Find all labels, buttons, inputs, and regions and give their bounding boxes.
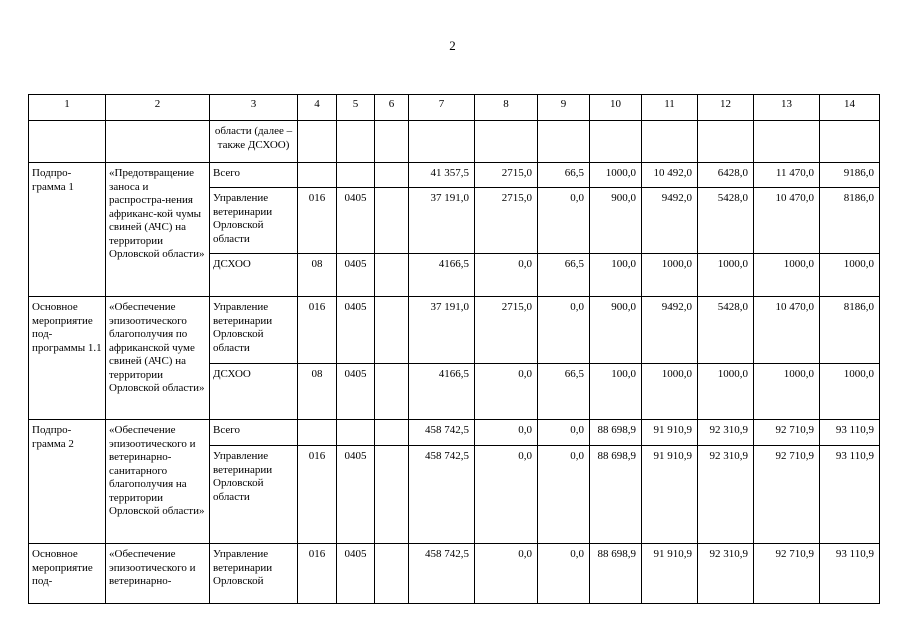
value-cell: 0,0 (475, 364, 538, 420)
code-cell: 08 (298, 364, 337, 420)
header-row (29, 95, 880, 121)
value-cell: 1000,0 (754, 364, 820, 420)
value-cell (375, 446, 409, 544)
value-cell: 9186,0 (820, 163, 880, 188)
value-cell: 100,0 (590, 254, 642, 297)
value-cell: 4166,5 (409, 254, 475, 297)
program-name-cell: Подпро-грамма 1 (29, 163, 106, 297)
executor-cell: Всего (210, 163, 298, 188)
header-cell: 10 (590, 95, 642, 121)
code-cell (337, 420, 375, 446)
value-cell: 0,0 (538, 420, 590, 446)
value-cell: 6428,0 (698, 163, 754, 188)
value-cell: 0,0 (475, 544, 538, 604)
value-cell: 900,0 (590, 297, 642, 364)
table-cell (337, 121, 375, 163)
value-cell (375, 544, 409, 604)
header-cell: 6 (375, 95, 409, 121)
value-cell (375, 364, 409, 420)
value-cell: 88 698,9 (590, 446, 642, 544)
value-cell: 66,5 (538, 163, 590, 188)
value-cell: 900,0 (590, 188, 642, 254)
value-cell: 2715,0 (475, 188, 538, 254)
code-cell (298, 163, 337, 188)
value-cell: 0,0 (538, 188, 590, 254)
value-cell: 1000,0 (642, 254, 698, 297)
program-title-cell: «Предотвращение заноса и распростра-нения африканс-кой чумы свиней (АЧС) на территории Орловской области» (106, 163, 210, 297)
value-cell: 2715,0 (475, 297, 538, 364)
value-cell: 37 191,0 (409, 188, 475, 254)
value-cell: 1000,0 (698, 364, 754, 420)
value-cell: 1000,0 (820, 254, 880, 297)
table-cell (590, 121, 642, 163)
executor-cell: ДСХОО (210, 254, 298, 297)
value-cell: 0,0 (475, 446, 538, 544)
table-cell (698, 121, 754, 163)
value-cell: 92 310,9 (698, 446, 754, 544)
value-cell: 92 710,9 (754, 544, 820, 604)
program-title-cell: «Обеспечение эпизоотического благополучия по африканской чуме свиней (АЧС) на территории Орловской области» (106, 297, 210, 420)
value-cell: 66,5 (538, 364, 590, 420)
value-cell: 88 698,9 (590, 544, 642, 604)
value-cell: 100,0 (590, 364, 642, 420)
code-cell: 08 (298, 254, 337, 297)
header-cell: 13 (754, 95, 820, 121)
value-cell: 8186,0 (820, 188, 880, 254)
executor-cell: Всего (210, 420, 298, 446)
executor-cell: Управление ветеринарии Орловской области (210, 297, 298, 364)
value-cell: 10 492,0 (642, 163, 698, 188)
executor-cell: Управление ветеринарии Орловской области (210, 446, 298, 544)
table-row (29, 163, 880, 188)
header-cell: 4 (298, 95, 337, 121)
header-cell: 14 (820, 95, 880, 121)
table-cell (475, 121, 538, 163)
table-cell (106, 121, 210, 163)
value-cell: 88 698,9 (590, 420, 642, 446)
table-cell (754, 121, 820, 163)
code-cell: 016 (298, 297, 337, 364)
code-cell (298, 420, 337, 446)
code-cell: 0405 (337, 254, 375, 297)
program-title-cell: «Обеспечение эпизоотического и ветеринарно- (106, 544, 210, 604)
value-cell: 9492,0 (642, 188, 698, 254)
executor-cell: Управление ветеринарии Орловской области (210, 188, 298, 254)
value-cell (375, 254, 409, 297)
code-cell: 0405 (337, 446, 375, 544)
value-cell: 1000,0 (820, 364, 880, 420)
code-cell: 0405 (337, 188, 375, 254)
value-cell (375, 420, 409, 446)
value-cell: 0,0 (538, 544, 590, 604)
value-cell: 458 742,5 (409, 544, 475, 604)
table-cell (820, 121, 880, 163)
page-number: 2 (449, 38, 456, 53)
header-cell: 8 (475, 95, 538, 121)
value-cell: 458 742,5 (409, 420, 475, 446)
value-cell: 1000,0 (642, 364, 698, 420)
code-cell (337, 163, 375, 188)
value-cell: 5428,0 (698, 297, 754, 364)
header-cell: 1 (29, 95, 106, 121)
value-cell (375, 163, 409, 188)
value-cell: 66,5 (538, 254, 590, 297)
code-cell: 0405 (337, 544, 375, 604)
code-cell: 0405 (337, 364, 375, 420)
table-cell (538, 121, 590, 163)
header-cell: 11 (642, 95, 698, 121)
value-cell (375, 297, 409, 364)
value-cell: 10 470,0 (754, 297, 820, 364)
program-name-cell: Основное мероприятие под-программы 1.1 (29, 297, 106, 420)
value-cell: 0,0 (538, 446, 590, 544)
value-cell: 93 110,9 (820, 544, 880, 604)
code-cell: 016 (298, 544, 337, 604)
value-cell: 0,0 (538, 297, 590, 364)
value-cell: 458 742,5 (409, 446, 475, 544)
header-cell: 9 (538, 95, 590, 121)
header-cell: 2 (106, 95, 210, 121)
value-cell: 8186,0 (820, 297, 880, 364)
value-cell: 4166,5 (409, 364, 475, 420)
header-cell: 3 (210, 95, 298, 121)
value-cell: 92 710,9 (754, 420, 820, 446)
value-cell: 92 310,9 (698, 544, 754, 604)
table-cell (29, 121, 106, 163)
continuation-row (29, 121, 880, 163)
code-cell: 016 (298, 188, 337, 254)
value-cell: 0,0 (475, 254, 538, 297)
program-name-cell: Основное мероприятие под- (29, 544, 106, 604)
value-cell: 11 470,0 (754, 163, 820, 188)
value-cell: 93 110,9 (820, 446, 880, 544)
budget-table (28, 94, 880, 604)
executor-cell: Управление ветеринарии Орловской (210, 544, 298, 604)
value-cell: 9492,0 (642, 297, 698, 364)
table-cell (642, 121, 698, 163)
header-cell: 7 (409, 95, 475, 121)
table-cell (409, 121, 475, 163)
table-row (29, 420, 880, 446)
value-cell: 37 191,0 (409, 297, 475, 364)
program-title-cell: «Обеспечение эпизоотического и ветеринарно-санитарного благополучия на территории Орловской области» (106, 420, 210, 544)
value-cell: 1000,0 (590, 163, 642, 188)
table-row (29, 544, 880, 604)
value-cell: 91 910,9 (642, 544, 698, 604)
value-cell: 1000,0 (754, 254, 820, 297)
value-cell: 10 470,0 (754, 188, 820, 254)
executor-cell: ДСХОО (210, 364, 298, 420)
value-cell (375, 188, 409, 254)
value-cell: 93 110,9 (820, 420, 880, 446)
value-cell: 91 910,9 (642, 420, 698, 446)
value-cell: 1000,0 (698, 254, 754, 297)
value-cell: 5428,0 (698, 188, 754, 254)
table-row (29, 297, 880, 364)
header-cell: 5 (337, 95, 375, 121)
code-cell: 016 (298, 446, 337, 544)
continuation-text: области (далее – также ДСХОО) (210, 121, 298, 163)
table-cell (298, 121, 337, 163)
header-cell: 12 (698, 95, 754, 121)
table-cell (375, 121, 409, 163)
value-cell: 0,0 (475, 420, 538, 446)
code-cell: 0405 (337, 297, 375, 364)
program-name-cell: Подпро-грамма 2 (29, 420, 106, 544)
value-cell: 41 357,5 (409, 163, 475, 188)
value-cell: 2715,0 (475, 163, 538, 188)
value-cell: 92 310,9 (698, 420, 754, 446)
value-cell: 92 710,9 (754, 446, 820, 544)
value-cell: 91 910,9 (642, 446, 698, 544)
